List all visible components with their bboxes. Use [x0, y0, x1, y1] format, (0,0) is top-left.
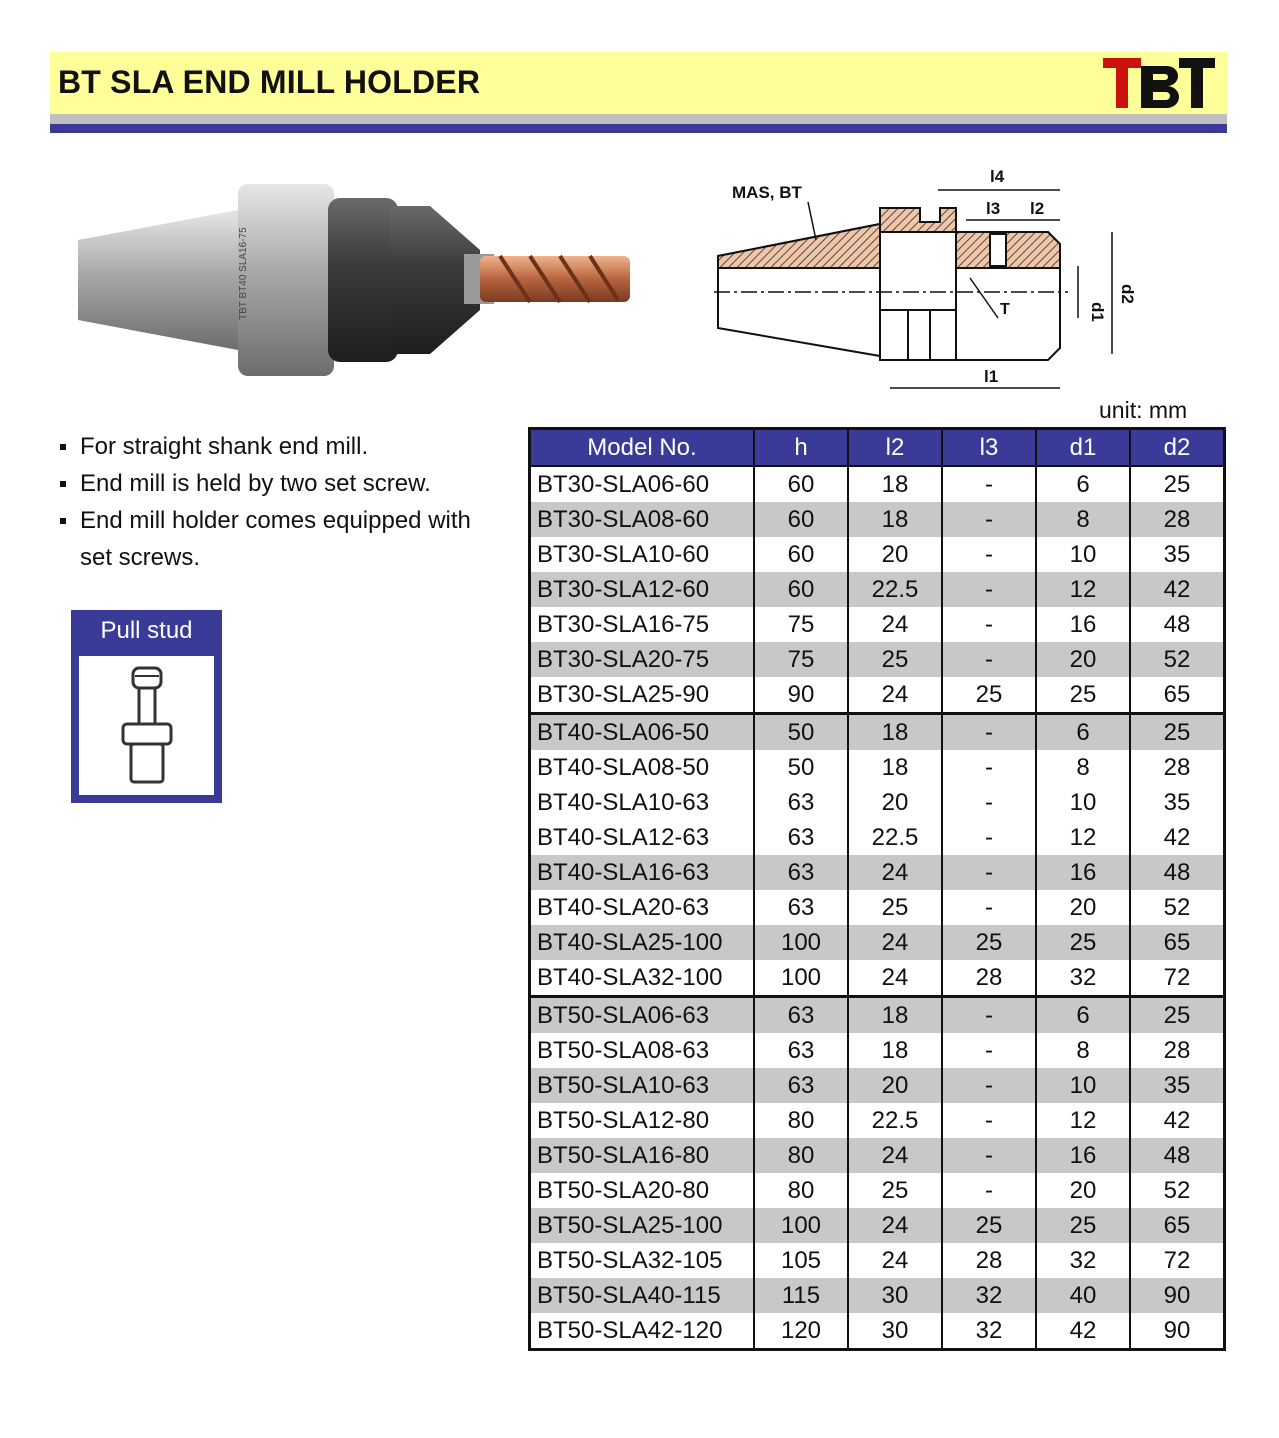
cell-d2: 90	[1130, 1278, 1225, 1313]
table-body	[530, 466, 1225, 1350]
cell-d2: 28	[1130, 502, 1225, 537]
cell-h: 63	[754, 1033, 848, 1068]
table-row	[530, 642, 1225, 677]
cell-l3: 25	[942, 677, 1036, 714]
cell-l2: 22.5	[848, 820, 942, 855]
table-row	[530, 1068, 1225, 1103]
label-l3: l3	[986, 199, 1001, 218]
cell-d2: 48	[1130, 1138, 1225, 1173]
cell-l3: -	[942, 1068, 1036, 1103]
cell-d1: 25	[1036, 925, 1130, 960]
cell-h: 90	[754, 677, 848, 714]
cell-h: 60	[754, 502, 848, 537]
col-header-d1: d1	[1036, 429, 1130, 467]
cell-l3: -	[942, 502, 1036, 537]
cell-model: BT40-SLA10-63	[530, 785, 755, 820]
cell-l2: 25	[848, 1173, 942, 1208]
cell-l3: -	[942, 1138, 1036, 1173]
cell-l2: 30	[848, 1278, 942, 1313]
table-row	[530, 1138, 1225, 1173]
cell-l3: -	[942, 750, 1036, 785]
table-row	[530, 714, 1225, 751]
cell-d1: 16	[1036, 855, 1130, 890]
cell-l2: 18	[848, 502, 942, 537]
cell-h: 50	[754, 750, 848, 785]
cell-l3: -	[942, 1173, 1036, 1208]
table-row	[530, 855, 1225, 890]
cell-model: BT30-SLA25-90	[530, 677, 755, 714]
table-row	[530, 925, 1225, 960]
cell-l2: 20	[848, 537, 942, 572]
cell-l2: 24	[848, 677, 942, 714]
cell-d1: 8	[1036, 750, 1130, 785]
cell-d1: 40	[1036, 1278, 1130, 1313]
pull-stud-panel	[71, 610, 222, 803]
cell-h: 120	[754, 1313, 848, 1350]
cell-h: 60	[754, 466, 848, 502]
cell-d2: 72	[1130, 960, 1225, 997]
cell-d1: 6	[1036, 997, 1130, 1034]
cell-model: BT40-SLA25-100	[530, 925, 755, 960]
pull-stud-label: Pull stud	[100, 617, 193, 644]
cell-d1: 20	[1036, 642, 1130, 677]
table-row	[530, 1103, 1225, 1138]
cell-l2: 24	[848, 925, 942, 960]
cell-l2: 24	[848, 1138, 942, 1173]
table-row	[530, 1208, 1225, 1243]
label-l2: l2	[1030, 199, 1045, 218]
cell-h: 105	[754, 1243, 848, 1278]
cell-h: 80	[754, 1138, 848, 1173]
cell-model: BT40-SLA06-50	[530, 714, 755, 751]
table-row	[530, 1173, 1225, 1208]
cell-model: BT40-SLA20-63	[530, 890, 755, 925]
cell-model: BT50-SLA12-80	[530, 1103, 755, 1138]
table-row	[530, 1243, 1225, 1278]
cell-model: BT40-SLA08-50	[530, 750, 755, 785]
cell-d1: 10	[1036, 785, 1130, 820]
cell-d2: 72	[1130, 1243, 1225, 1278]
cell-l2: 18	[848, 466, 942, 502]
cell-d1: 32	[1036, 1243, 1130, 1278]
cell-model: BT30-SLA10-60	[530, 537, 755, 572]
cell-h: 75	[754, 642, 848, 677]
cell-l3: 28	[942, 960, 1036, 997]
cell-h: 75	[754, 607, 848, 642]
col-header-h: h	[754, 429, 848, 467]
table-row	[530, 820, 1225, 855]
cell-model: BT50-SLA10-63	[530, 1068, 755, 1103]
cell-model: BT40-SLA16-63	[530, 855, 755, 890]
cell-l2: 24	[848, 855, 942, 890]
cell-d2: 48	[1130, 855, 1225, 890]
cell-h: 63	[754, 1068, 848, 1103]
cell-d1: 12	[1036, 572, 1130, 607]
cell-d2: 65	[1130, 677, 1225, 714]
cell-d1: 32	[1036, 960, 1130, 997]
cell-d2: 52	[1130, 642, 1225, 677]
cell-l3: 25	[942, 925, 1036, 960]
cell-d1: 25	[1036, 1208, 1130, 1243]
cell-l3: -	[942, 820, 1036, 855]
cell-h: 63	[754, 890, 848, 925]
cell-d1: 16	[1036, 1138, 1130, 1173]
cell-l3: -	[942, 607, 1036, 642]
cell-l2: 25	[848, 890, 942, 925]
cell-d1: 20	[1036, 890, 1130, 925]
cell-d2: 35	[1130, 785, 1225, 820]
cell-model: BT50-SLA16-80	[530, 1138, 755, 1173]
cell-d1: 42	[1036, 1313, 1130, 1350]
cell-d2: 25	[1130, 466, 1225, 502]
cell-l3: -	[942, 537, 1036, 572]
cell-h: 80	[754, 1103, 848, 1138]
label-l1: l1	[984, 367, 999, 386]
cell-d2: 25	[1130, 997, 1225, 1034]
cell-d1: 25	[1036, 677, 1130, 714]
table-row	[530, 785, 1225, 820]
label-l4: l4	[990, 167, 1005, 186]
feature-item: End mill holder comes equipped with set screws.	[58, 502, 498, 576]
cell-model: BT30-SLA12-60	[530, 572, 755, 607]
header-divider	[50, 114, 1227, 124]
table-row	[530, 1033, 1225, 1068]
technical-drawing	[708, 160, 1188, 400]
cell-h: 63	[754, 785, 848, 820]
table-row	[530, 890, 1225, 925]
cell-l3: -	[942, 642, 1036, 677]
cell-l2: 20	[848, 1068, 942, 1103]
cell-l3: -	[942, 1103, 1036, 1138]
cell-l2: 24	[848, 1208, 942, 1243]
table-row	[530, 997, 1225, 1034]
table-row	[530, 677, 1225, 714]
table-row	[530, 960, 1225, 997]
cell-d1: 8	[1036, 502, 1130, 537]
table-row	[530, 466, 1225, 502]
cell-l2: 18	[848, 750, 942, 785]
cell-h: 100	[754, 960, 848, 997]
cell-d2: 35	[1130, 1068, 1225, 1103]
cell-l2: 18	[848, 714, 942, 751]
cell-h: 100	[754, 925, 848, 960]
cell-model: BT50-SLA06-63	[530, 997, 755, 1034]
cell-d1: 20	[1036, 1173, 1130, 1208]
cell-d1: 8	[1036, 1033, 1130, 1068]
cell-d1: 12	[1036, 820, 1130, 855]
table-row	[530, 537, 1225, 572]
cell-d1: 6	[1036, 466, 1130, 502]
cell-l3: -	[942, 1033, 1036, 1068]
spec-table	[528, 427, 1226, 1351]
table-row	[530, 750, 1225, 785]
table-row	[530, 1313, 1225, 1350]
cell-l3: -	[942, 714, 1036, 751]
cell-d2: 28	[1130, 750, 1225, 785]
cell-h: 63	[754, 820, 848, 855]
cell-h: 80	[754, 1173, 848, 1208]
cell-h: 60	[754, 537, 848, 572]
cell-d2: 42	[1130, 572, 1225, 607]
cell-d2: 65	[1130, 1208, 1225, 1243]
cell-l2: 20	[848, 785, 942, 820]
cell-d2: 52	[1130, 890, 1225, 925]
cell-model: BT50-SLA32-105	[530, 1243, 755, 1278]
cell-d2: 42	[1130, 1103, 1225, 1138]
cell-d2: 25	[1130, 714, 1225, 751]
label-mas-bt: MAS, BT	[732, 183, 802, 202]
cell-l2: 22.5	[848, 572, 942, 607]
cell-h: 50	[754, 714, 848, 751]
cell-h: 115	[754, 1278, 848, 1313]
cell-l3: 32	[942, 1313, 1036, 1350]
col-header-l3: l3	[942, 429, 1036, 467]
cell-d1: 16	[1036, 607, 1130, 642]
cell-d2: 52	[1130, 1173, 1225, 1208]
cell-h: 100	[754, 1208, 848, 1243]
unit-label: unit: mm	[1099, 397, 1188, 423]
pull-stud-figure	[79, 656, 214, 795]
cell-h: 63	[754, 997, 848, 1034]
cell-h: 60	[754, 572, 848, 607]
label-d1: d1	[1088, 302, 1107, 322]
col-header-d2: d2	[1130, 429, 1225, 467]
cell-model: BT50-SLA42-120	[530, 1313, 755, 1350]
cell-l3: -	[942, 855, 1036, 890]
table-row	[530, 1278, 1225, 1313]
cell-model: BT40-SLA32-100	[530, 960, 755, 997]
cell-h: 63	[754, 855, 848, 890]
cell-model: BT30-SLA08-60	[530, 502, 755, 537]
cell-l3: 28	[942, 1243, 1036, 1278]
table-row	[530, 607, 1225, 642]
cell-d2: 28	[1130, 1033, 1225, 1068]
label-t: T	[1000, 301, 1010, 318]
cell-l3: -	[942, 890, 1036, 925]
tbt-logo	[1101, 56, 1217, 112]
table-row	[530, 502, 1225, 537]
cell-l3: 32	[942, 1278, 1036, 1313]
cell-l2: 30	[848, 1313, 942, 1350]
page-title: BT SLA END MILL HOLDER	[58, 64, 481, 100]
cell-model: BT30-SLA20-75	[530, 642, 755, 677]
cell-l2: 18	[848, 1033, 942, 1068]
cell-d2: 48	[1130, 607, 1225, 642]
table-row	[530, 572, 1225, 607]
cell-l2: 24	[848, 1243, 942, 1278]
cell-d2: 90	[1130, 1313, 1225, 1350]
cell-l2: 24	[848, 960, 942, 997]
cell-d1: 10	[1036, 1068, 1130, 1103]
title-banner	[50, 52, 1227, 114]
cell-d2: 35	[1130, 537, 1225, 572]
cell-d1: 10	[1036, 537, 1130, 572]
cell-l3: -	[942, 785, 1036, 820]
cell-l2: 25	[848, 642, 942, 677]
pull-stud-icon	[79, 656, 214, 795]
cell-model: BT30-SLA06-60	[530, 466, 755, 502]
cell-model: BT30-SLA16-75	[530, 607, 755, 642]
cell-model: BT40-SLA12-63	[530, 820, 755, 855]
cell-model: BT50-SLA08-63	[530, 1033, 755, 1068]
cell-l3: -	[942, 997, 1036, 1034]
cell-model: BT50-SLA20-80	[530, 1173, 755, 1208]
cell-d1: 6	[1036, 714, 1130, 751]
cell-l3: -	[942, 572, 1036, 607]
cell-model: BT50-SLA25-100	[530, 1208, 755, 1243]
cell-l2: 18	[848, 997, 942, 1034]
table-header-row	[530, 429, 1225, 467]
cell-d1: 12	[1036, 1103, 1130, 1138]
cell-l3: -	[942, 466, 1036, 502]
cell-d2: 42	[1130, 820, 1225, 855]
col-header-l2: l2	[848, 429, 942, 467]
col-header-model: Model No.	[530, 429, 755, 467]
feature-list	[58, 428, 498, 576]
cell-l2: 24	[848, 607, 942, 642]
feature-item: End mill is held by two set screw.	[58, 465, 498, 502]
cell-l2: 22.5	[848, 1103, 942, 1138]
cell-l3: 25	[942, 1208, 1036, 1243]
cell-model: BT50-SLA40-115	[530, 1278, 755, 1313]
feature-item: For straight shank end mill.	[58, 428, 498, 465]
header-accent-bar	[50, 124, 1227, 133]
product-photo	[60, 170, 640, 390]
cell-d2: 65	[1130, 925, 1225, 960]
photo-marking: TBT BT40 SLA16-75	[238, 227, 249, 320]
label-d2: d2	[1118, 284, 1137, 304]
